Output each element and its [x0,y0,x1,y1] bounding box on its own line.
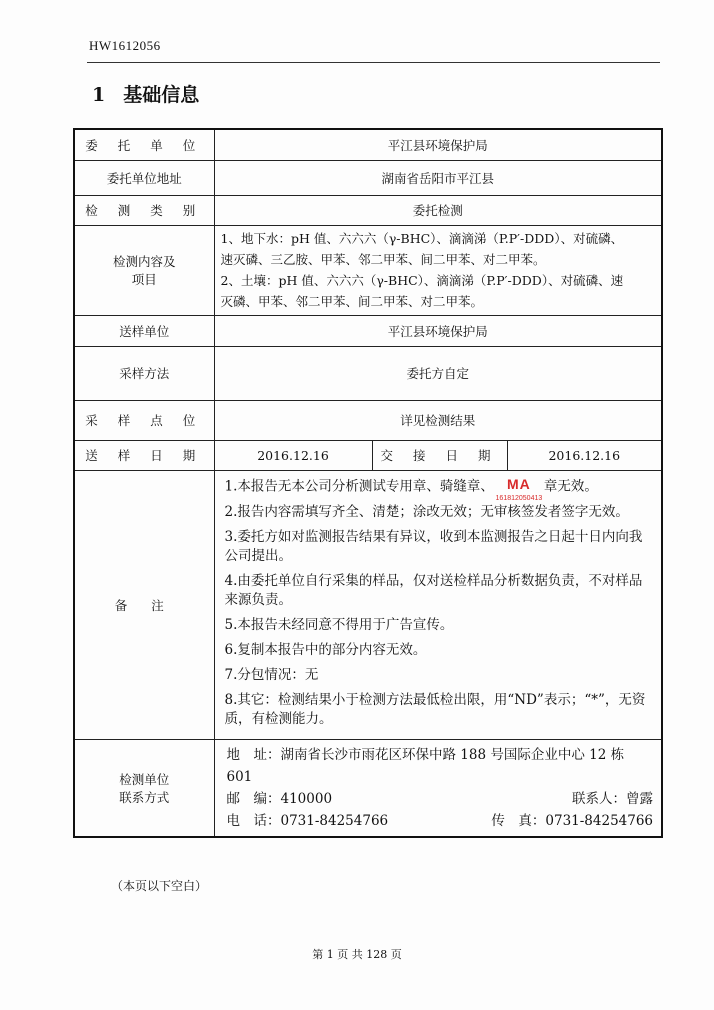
ma-certification-stamp [495,475,543,502]
content-label-line1: 检测内容及 [112,254,176,269]
phone-line: 电 话：0731-84254766 [226,812,389,829]
note-item [224,475,654,502]
sender-label: 送样单位 [74,315,214,346]
notes-label: 备 注 [74,470,214,739]
client-value: 平江县环境保护局 [214,129,662,160]
basic-info-table [73,128,663,838]
contact-person-line: 联系人：曾露 [572,790,654,807]
client-label: 委 托 单 位 [74,129,214,160]
header-divider [87,62,660,63]
postcode-line: 邮 编：410000 [226,790,333,807]
client-address-value: 湖南省岳阳市平江县 [214,160,662,195]
contact-label [74,739,214,837]
test-type-value: 委托检测 [214,195,662,225]
section-title-text: 基础信息 [123,84,200,106]
note-1-suffix: 章无效。 [543,478,598,494]
section-title [92,80,199,107]
note-1-text: 1.本报告无本公司分析测试专用章、骑缝章、 [224,478,494,494]
postcode-contact-row [227,788,654,810]
test-type-label: 检 测 类 别 [74,195,214,225]
contact-label-line2: 联系方式 [119,789,170,805]
table-row [74,400,662,440]
content-line: 2、土壤：pH 值、六六六（γ-BHC）、滴滴涕（P.P′-DDD）、对硫磷、速 [220,273,624,288]
handover-date-label: 交 接 日 期 [372,440,507,470]
content-label [74,225,214,315]
content-label-line2: 项目 [131,272,157,287]
note-item: 8.其它：检测结果小于检测方法最低检出限，用“ND”表示；“*”，无资质，有检测能力。 [224,691,646,727]
fax-line: 传 真：0731-84254766 [491,812,654,829]
sender-value: 平江县环境保护局 [214,315,662,346]
sampling-point-value: 详见检测结果 [214,400,662,440]
sampling-point-label: 采 样 点 位 [74,400,214,440]
table-row [74,225,662,315]
note-item: 6.复制本报告中的部分内容无效。 [224,641,427,658]
send-date-value: 2016.12.16 [214,440,372,470]
table-row [74,315,662,346]
sampling-method-value: 委托方自定 [214,346,662,400]
client-address-label: 委托单位地址 [74,160,214,195]
table-row [74,160,662,195]
note-item: 4.由委托单位自行采集的样品，仅对送检样品分析数据负责，不对样品来源负责。 [224,572,643,608]
page-number: 第 1 页 共 128 页 [312,948,402,961]
contact-label-line1: 检测单位 [119,771,170,787]
table-row [74,739,662,837]
report-number: HW1612056 [89,38,161,53]
table-row [74,440,662,470]
note-item: 3.委托方如对监测报告结果有异议，收到本监测报告之日起十日内向我公司提出。 [224,528,643,564]
ma-stamp-text: MA [507,475,531,492]
section-number: 1 [92,84,106,106]
table-row [74,129,662,160]
note-item: 2.报告内容需填写齐全、清楚；涂改无效；无审核签发者签字无效。 [224,503,629,520]
table-row [74,346,662,400]
content-line: 速灭磷、三乙胺、甲苯、邻二甲苯、间二甲苯、对二甲苯。 [220,252,546,267]
ma-stamp-code: 161812050413 [495,494,543,502]
note-item: 5.本报告未经同意不得用于广告宣传。 [224,616,454,633]
note-item: 7.分包情况：无 [224,666,319,683]
phone-fax-row [227,810,654,832]
send-date-label: 送 样 日 期 [74,440,214,470]
content-line: 灭磷、甲苯、邻二甲苯、间二甲苯、对二甲苯。 [220,294,484,309]
notes-value [214,470,662,739]
handover-date-value: 2016.12.16 [507,440,662,470]
table-row [74,470,662,739]
content-value [214,225,662,315]
content-line: 1、地下水：pH 值、六六六（γ-BHC）、滴滴涕（P.P′-DDD）、对硫磷、 [220,231,624,246]
contact-value [214,739,662,837]
table-row [74,195,662,225]
blank-below-note: （本页以下空白） [111,879,208,893]
address-line: 地 址：湖南省长沙市雨花区环保中路 188 号国际企业中心 12 栋 601 [226,746,625,785]
sampling-method-label: 采样方法 [74,346,214,400]
